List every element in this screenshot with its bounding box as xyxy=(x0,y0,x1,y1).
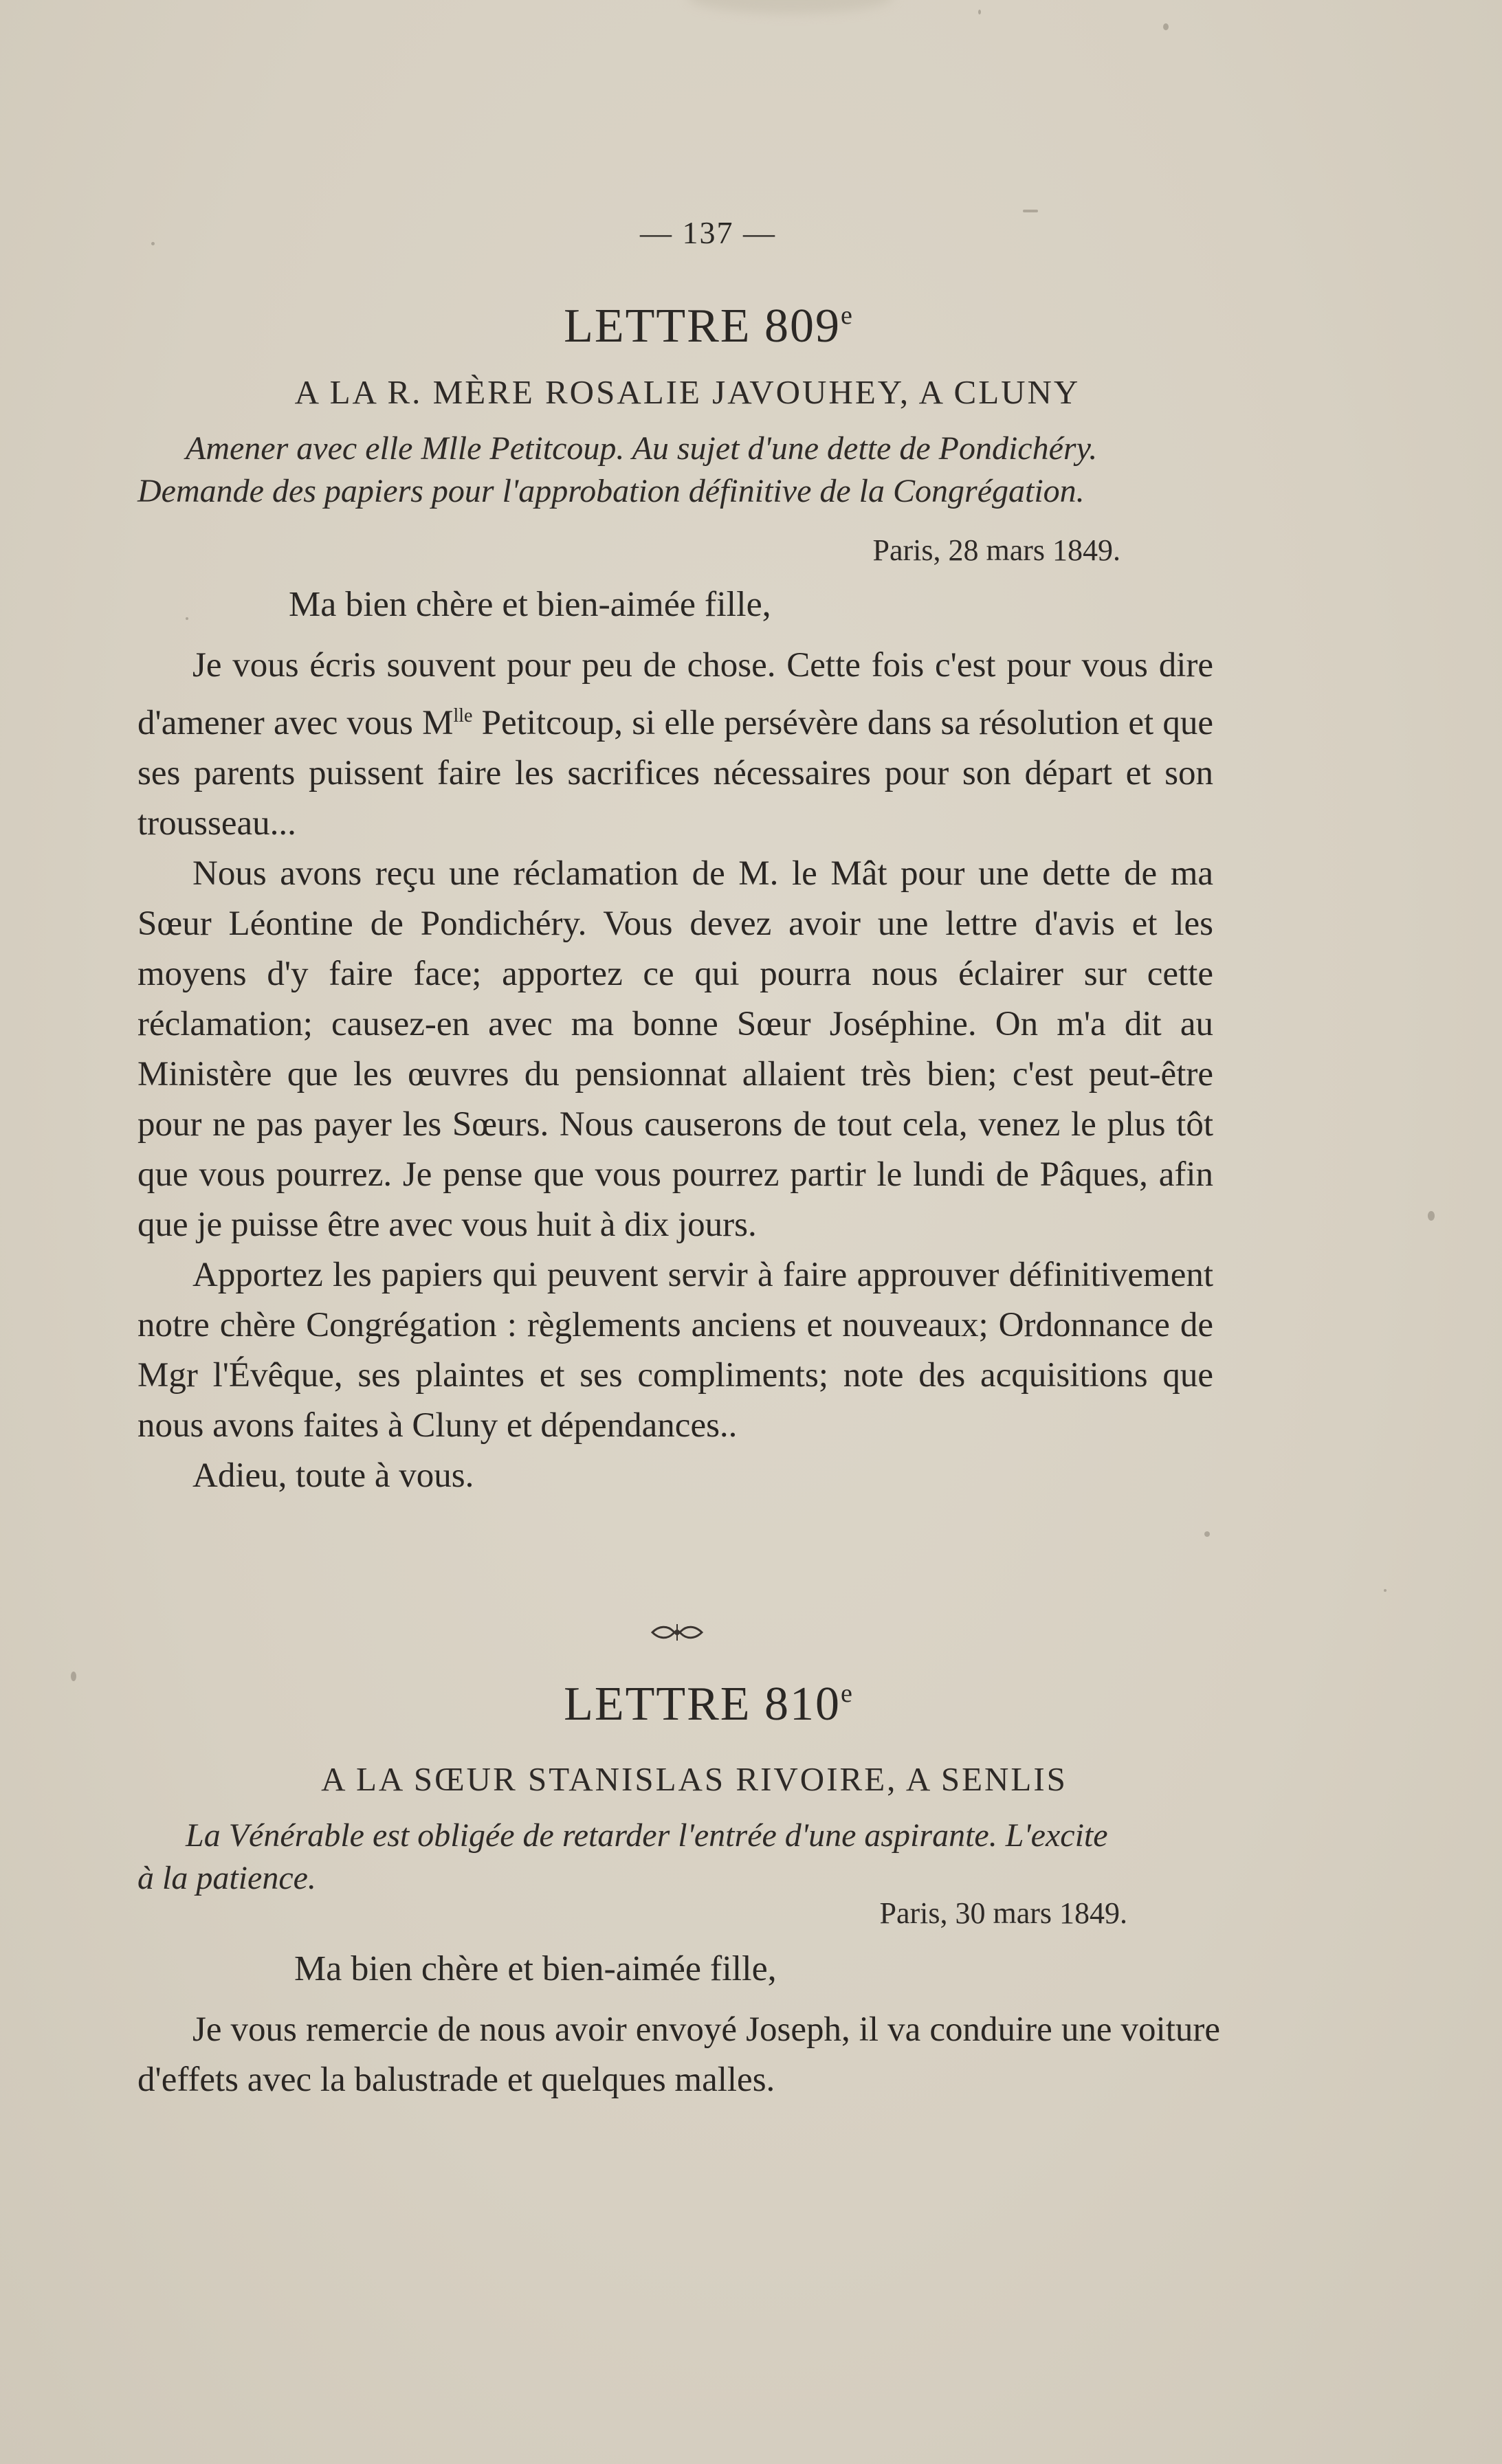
letter-809-body xyxy=(137,641,1213,1501)
page-number: — 137 — xyxy=(640,215,776,250)
letter-810-summary-line1: La Vénérable est obligée de retarder l'entrée d'une aspirante. L'excite xyxy=(186,1817,1108,1854)
letter-809-summary-line2: Demande des papiers pour l'approbation définitive de la Congrégation. xyxy=(137,473,1085,509)
letter-810-summary xyxy=(137,1814,1224,1900)
letter-809-para1-part-a: Je vous écris souvent pour peu de chose. Cette fois c'est pour vous dire d'amener avec vous M xyxy=(137,646,1213,742)
letter-809-title xyxy=(0,299,1416,354)
letter-809-closing: Adieu, toute à vous. xyxy=(192,1456,474,1495)
letter-810-salutation: Ma bien chère et bien-aimée fille, xyxy=(294,1949,777,1988)
letter-809-paragraph-3: Apportez les papiers qui peuvent servir à faire approuver définitivement notre chère Congrégation : règlements anciens et nouveaux; Ordonnance de Mgr l'Évêque, ses plaintes et ses compliments; note des acquisitions que nous avons faites à Cluny et dépendances.. xyxy=(137,1256,1213,1445)
paper-speck xyxy=(1428,1211,1435,1221)
letter-809-para1-part-b: Petitcoup, si elle persévère dans sa résolution et que ses parents puissent faire les sacrifices nécessaires pour son départ et son trousseau... xyxy=(137,704,1213,843)
letter-809-para1-sup: lle xyxy=(453,705,473,726)
fleuron-icon xyxy=(650,1619,705,1646)
letter-810-title-main: LETTRE 810 xyxy=(564,1678,841,1731)
paper-speck xyxy=(978,10,981,14)
page-stain xyxy=(687,0,894,14)
letter-809-salutation: Ma bien chère et bien-aimée fille, xyxy=(289,585,771,624)
letter-809-dateline: Paris, 28 mars 1849. xyxy=(872,533,1120,567)
letter-809-paragraph-2: Nous avons reçu une réclamation de M. le Mât pour une dette de ma Sœur Léontine de Pondichéry. Vous devez avoir une lettre d'avis et les moyens d'y faire face; apportez ce qui pourra nous éclairer sur cette réclamation; causez-en avec ma bonne Sœur Joséphine. On m'a dit au Ministère que les œuvres du pensionnat allaient très bien; c'est peut-être pour ne pas payer les Sœurs. Nous causerons de tout cela, venez le plus tôt que vous pourrez. Je pense que vous pourrez partir le lundi de Pâques, afin que je puisse être avec vous huit à dix jours. xyxy=(137,854,1213,1244)
paper-speck xyxy=(186,617,188,620)
letter-809-title-sup: e xyxy=(841,301,852,330)
paper-speck xyxy=(1163,23,1169,30)
letter-810-dateline: Paris, 30 mars 1849. xyxy=(879,1896,1127,1930)
letter-810-summary-line2: à la patience. xyxy=(137,1860,316,1896)
letter-809-paragraph-1 xyxy=(137,641,1213,849)
paper-speck xyxy=(1204,1531,1210,1537)
letter-809-recipient: A LA R. MÈRE ROSALIE JAVOUHEY, A CLUNY xyxy=(294,373,1081,411)
letter-810-title xyxy=(0,1677,1416,1732)
paper-speck xyxy=(1384,1589,1387,1592)
letter-809-title-main: LETTRE 809 xyxy=(564,300,841,353)
letter-810-recipient: A LA SŒUR STANISLAS RIVOIRE, A SENLIS xyxy=(321,1760,1068,1798)
letter-809-summary xyxy=(137,428,1224,513)
letter-810-body xyxy=(137,2005,1220,2105)
paper-speck xyxy=(1023,210,1038,212)
letter-809-summary-line1: Amener avec elle Mlle Petitcoup. Au sujet d'une dette de Pondichéry. xyxy=(186,430,1098,467)
letter-810-title-sup: e xyxy=(841,1679,852,1708)
letter-810-paragraph-1: Je vous remercie de nous avoir envoyé Joseph, il va conduire une voiture d'effets avec la balustrade et quelques malles. xyxy=(137,2010,1220,2099)
